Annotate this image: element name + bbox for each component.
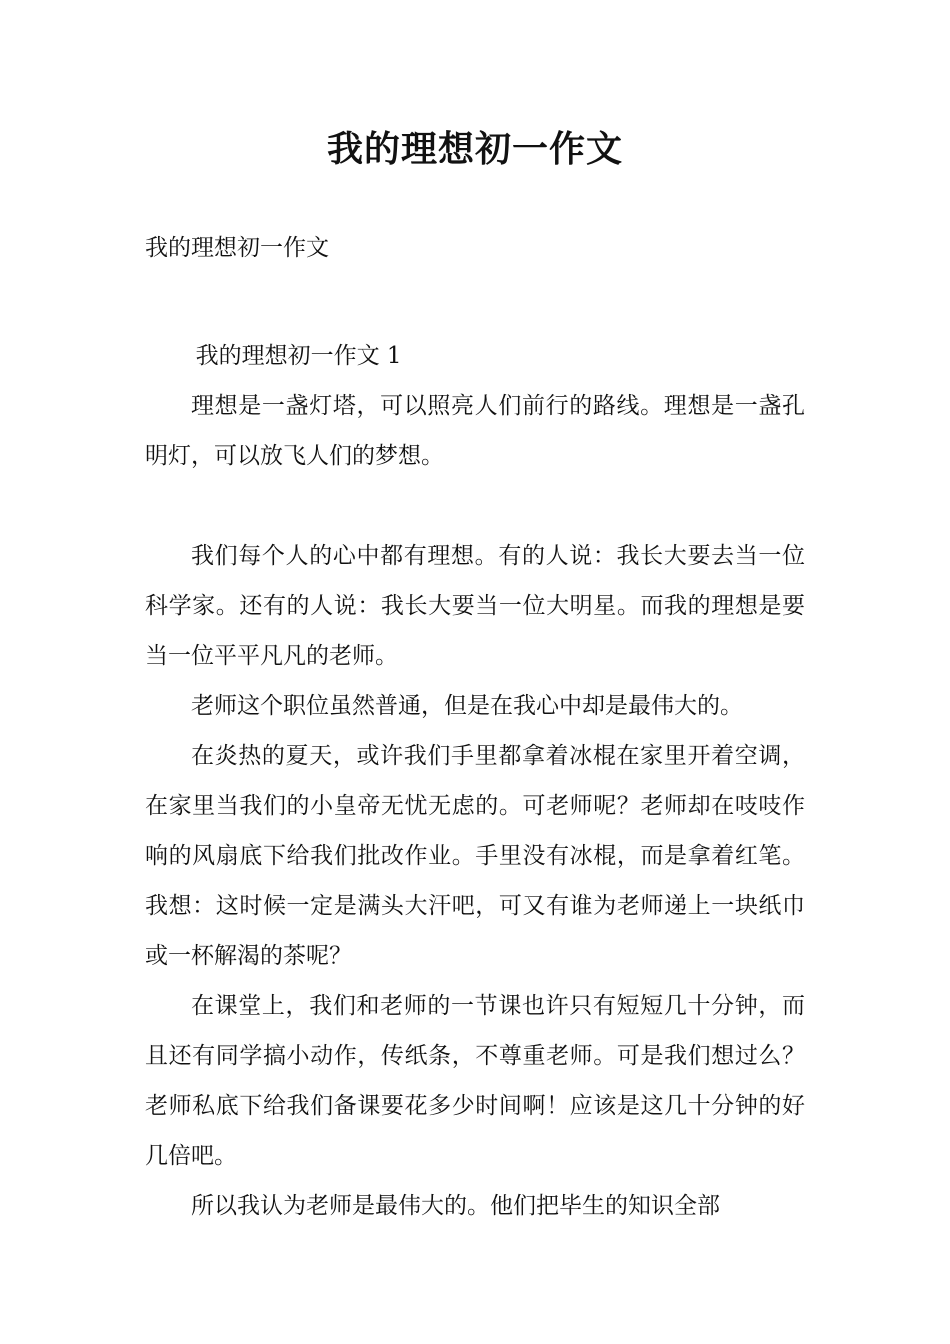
page-title: 我的理想初一作文: [326, 129, 623, 170]
document-body: [145, 331, 805, 1231]
paragraph: 我们每个人的心中都有理想。有的人说：我长大要去当一位科学家。还有的人说：我长大要当一位大明星。而我的理想是要当一位平平凡凡的老师。: [145, 543, 805, 669]
paragraph: 在课堂上，我们和老师的一节课也许只有短短几十分钟，而且还有同学搞小动作，传纸条，不尊重老师。可是我们想过么？老师私底下给我们备课要花多少时间啊！应该是这几十分钟的好几倍吧。: [145, 993, 805, 1169]
document-subtitle: 我的理想初一作文: [145, 235, 329, 261]
paragraph: 所以我认为老师是最伟大的。他们把毕生的知识全部: [191, 1193, 720, 1219]
paragraph: 理想是一盏灯塔，可以照亮人们前行的路线。理想是一盏孔明灯，可以放飞人们的梦想。: [145, 393, 805, 469]
paragraph-gap: [145, 481, 805, 531]
paragraph: 老师这个职位虽然普通，但是在我心中却是最伟大的。: [191, 693, 743, 719]
paragraph: 在炎热的夏天，或许我们手里都拿着冰棍在家里开着空调，在家里当我们的小皇帝无忧无虑的。可老师呢？老师却在吱吱作响的风扇底下给我们批改作业。手里没有冰棍，而是拿着红笔。我想：这时候一定是满头大汗吧，可又有谁为老师递上一块纸巾或一杯解渴的茶呢？: [145, 743, 805, 969]
section-heading: 我的理想初一作文 1: [195, 343, 402, 369]
